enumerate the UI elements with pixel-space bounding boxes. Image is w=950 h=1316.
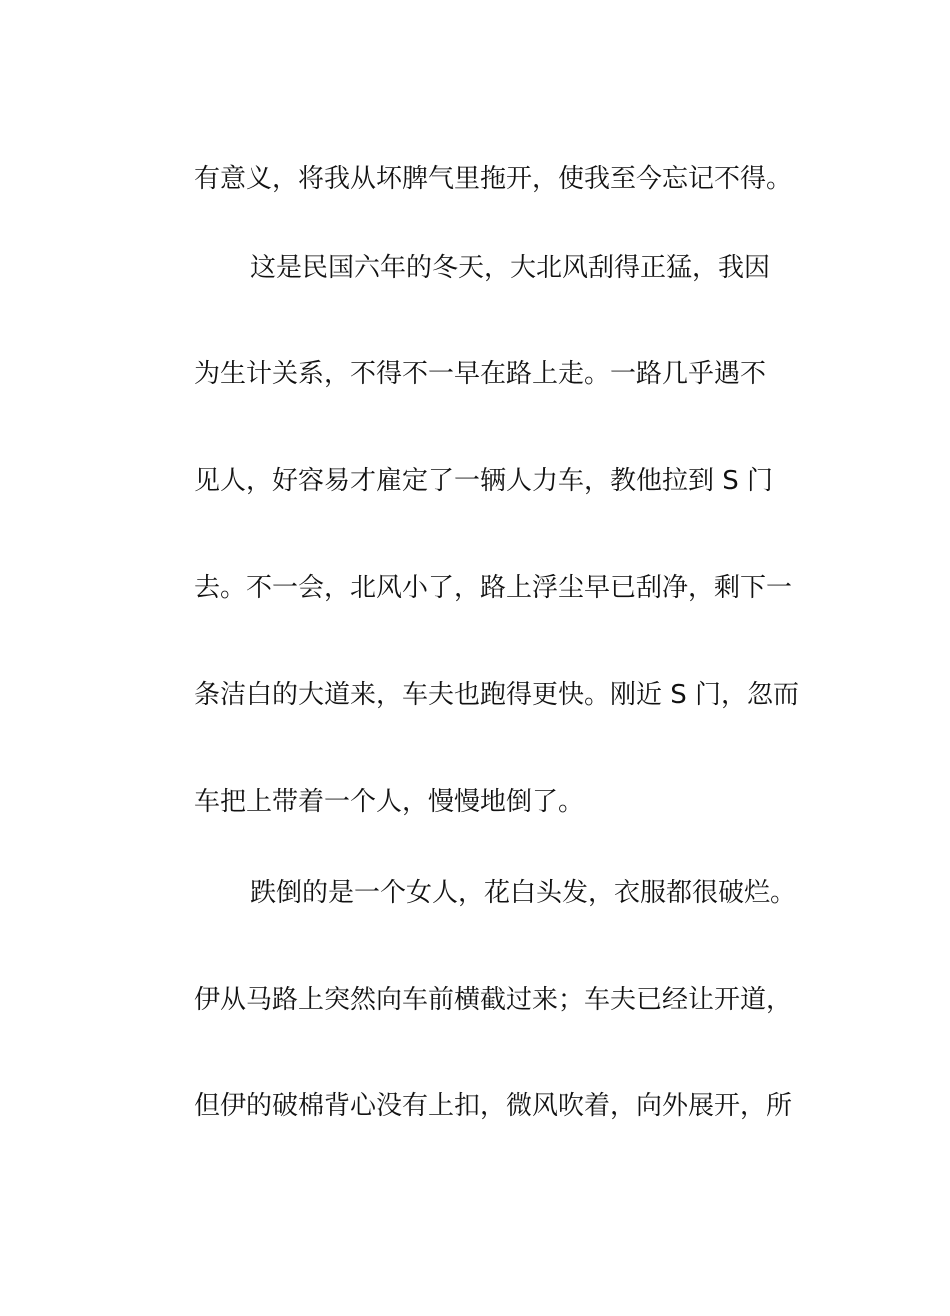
text-line-8: 跌倒的是一个女人，花白头发，衣服都很破烂。 <box>250 878 797 908</box>
text-line-9: 伊从马路上突然向车前横截过来；车夫已经让开道， <box>194 985 793 1015</box>
text-line-2: 这是民国六年的冬天，大北风刮得正猛，我因 <box>250 253 771 283</box>
text-line-3: 为生计关系，不得不一早在路上走。一路几乎遇不 <box>194 359 767 389</box>
text-line-4: 见人，好容易才雇定了一辆人力车，教他拉到 S 门 <box>194 466 774 496</box>
text-line-1: 有意义，将我从坏脾气里拖开，使我至今忘记不得。 <box>194 164 793 194</box>
text-line-10: 但伊的破棉背心没有上扣，微风吹着，向外展开，所 <box>194 1091 793 1121</box>
text-line-6: 条洁白的大道来，车夫也跑得更快。刚近 S 门，忽而 <box>194 680 800 710</box>
text-line-5: 去。不一会，北风小了，路上浮尘早已刮净，剩下一 <box>194 573 793 603</box>
text-line-7: 车把上带着一个人，慢慢地倒了。 <box>194 787 585 817</box>
